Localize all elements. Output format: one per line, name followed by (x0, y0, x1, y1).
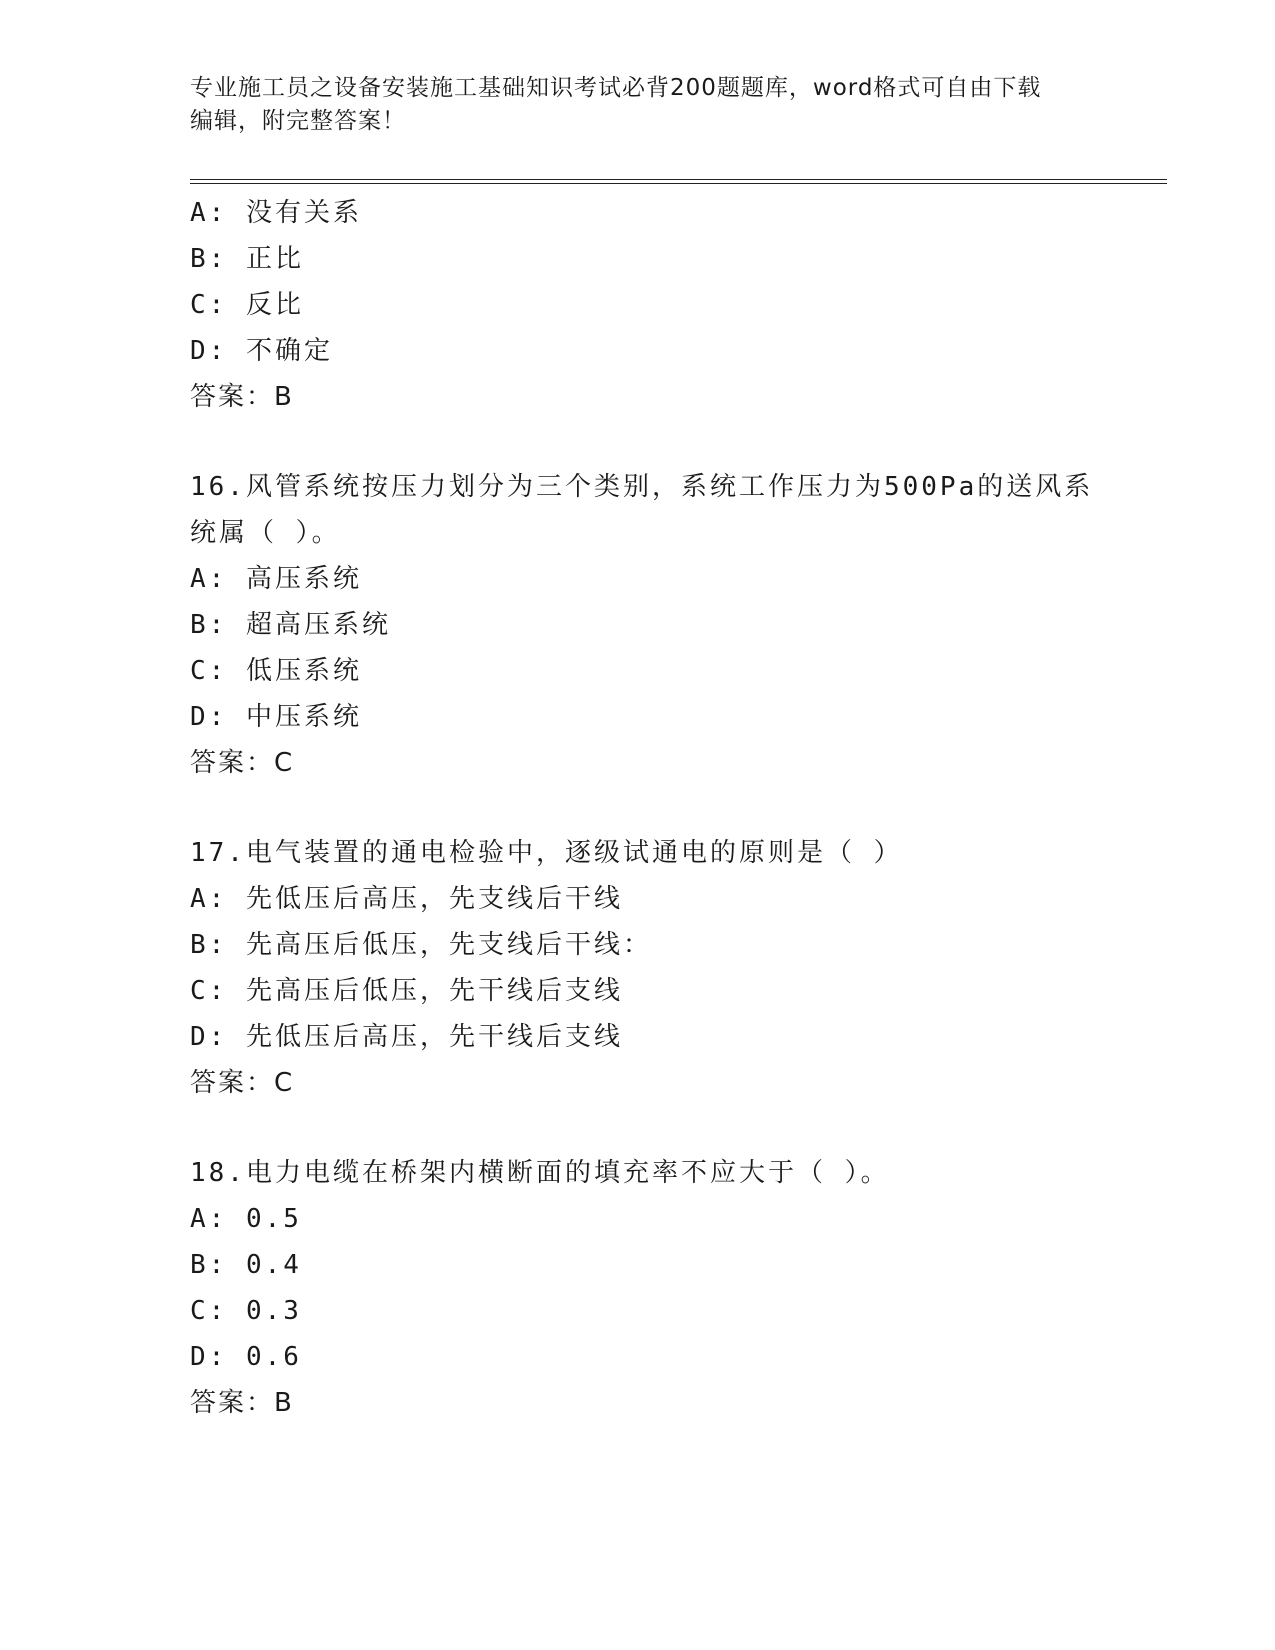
question-gap (190, 420, 1140, 464)
option-c: C: 反比 (190, 290, 304, 320)
option-d: D: 0.6 (190, 1342, 302, 1372)
option-b: B: 超高压系统 (190, 610, 391, 640)
option-c: C: 0.3 (190, 1296, 302, 1326)
option-a: A: 0.5 (190, 1204, 302, 1234)
option-a: A: 高压系统 (190, 564, 362, 594)
page-header (190, 72, 1090, 138)
question-gap (190, 786, 1140, 830)
question-16 (190, 464, 1140, 786)
option-c: C: 先高压后低压，先干线后支线 (190, 976, 623, 1006)
question-15 (190, 190, 1140, 420)
option-d: D: 中压系统 (190, 702, 362, 732)
option-d: D: 先低压后高压，先干线后支线 (190, 1022, 623, 1052)
question-gap (190, 1106, 1140, 1150)
question-stem: 17.电气装置的通电检验中，逐级试通电的原则是（ ） (190, 838, 903, 868)
answer: 答案：B (190, 1388, 294, 1418)
answer: 答案：C (190, 748, 295, 778)
header-title-line-2: 编辑，附完整答案！ (190, 108, 406, 134)
option-a: A: 先低压后高压，先支线后干线 (190, 884, 623, 914)
option-b: B: 正比 (190, 244, 304, 274)
answer: 答案：C (190, 1068, 295, 1098)
option-b: B: 0.4 (190, 1250, 302, 1280)
option-b: B: 先高压后低压，先支线后干线： (190, 930, 652, 960)
question-stem-continued: 统属（ ）。 (190, 518, 341, 548)
option-c: C: 低压系统 (190, 656, 362, 686)
question-stem: 18.电力电缆在桥架内横断面的填充率不应大于（ ）。 (190, 1158, 890, 1188)
question-17 (190, 830, 1140, 1106)
option-a: A: 没有关系 (190, 198, 362, 228)
question-18 (190, 1150, 1140, 1426)
question-stem: 16.风管系统按压力划分为三个类别，系统工作压力为500Pa的送风系 (190, 472, 1094, 502)
header-title-line-1: 专业施工员之设备安装施工基础知识考试必背200题题库，word格式可自由下载 (190, 75, 1042, 101)
header-divider (190, 179, 1167, 184)
answer: 答案：B (190, 382, 294, 412)
question-list (190, 190, 1140, 1426)
option-d: D: 不确定 (190, 336, 333, 366)
